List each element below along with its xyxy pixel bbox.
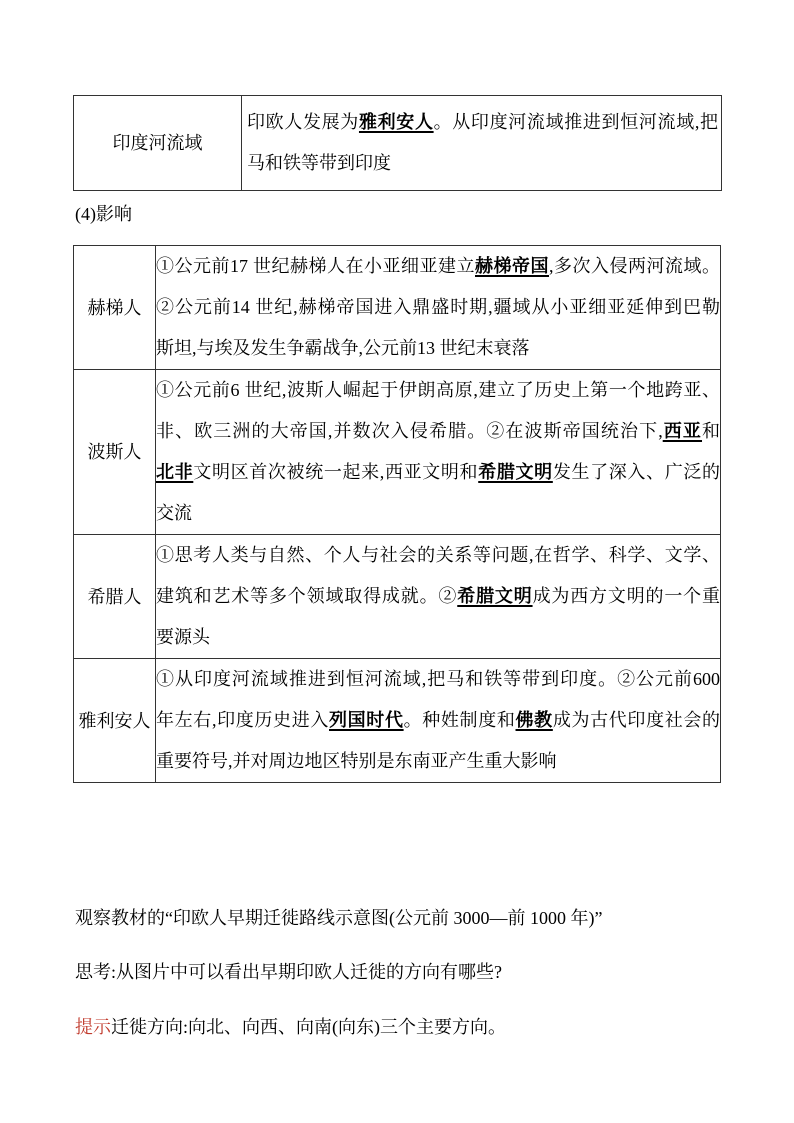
text-segment: ②公元前14 世纪,赫梯帝国进入鼎盛时期,疆域从小亚细亚延伸到巴勒	[156, 297, 720, 317]
text-segment: ①公元前6 世纪,波斯人崛起于伊朗高原,建立了历史上第一个地跨亚、	[156, 380, 720, 400]
content-line	[156, 535, 720, 576]
key-term: 赫梯帝国	[475, 256, 549, 276]
table-row	[74, 96, 722, 191]
text-segment: 交流	[156, 503, 192, 523]
key-term: 北非	[156, 462, 194, 482]
hint-text: 迁徙方向:向北、向西、向南(向东)三个主要方向。	[111, 1017, 506, 1037]
key-term: 雅利安人	[358, 112, 434, 132]
observe-paragraph: 观察教材的“印欧人早期迁徙路线示意图(公元前 3000—前 1000 年)”	[75, 908, 603, 928]
content-line	[156, 493, 720, 534]
text-segment: 要源头	[156, 627, 210, 647]
key-term: 希腊文明	[478, 462, 553, 482]
content-line	[156, 370, 720, 411]
text-segment: 建筑和艺术等多个领域取得成就。②	[156, 586, 458, 606]
content-line	[156, 659, 720, 700]
text-segment: ①从印度河流域推进到恒河流域,把马和铁等带到印度。②公元前600	[156, 669, 720, 689]
content-line	[156, 452, 720, 493]
text-segment: 发生了深入、广泛的	[552, 462, 721, 482]
key-term: 希腊文明	[457, 586, 533, 606]
content-line	[156, 287, 720, 328]
row-label: 波斯人	[74, 370, 156, 535]
question-paragraph: 思考:从图片中可以看出早期印欧人迁徙的方向有哪些?	[75, 962, 502, 982]
content-line	[156, 617, 720, 658]
key-term: 西亚	[662, 421, 703, 441]
row-content	[156, 246, 721, 370]
text-segment: 成为古代印度社会的	[552, 710, 721, 730]
text-segment: 马和铁等带到印度	[247, 153, 391, 173]
text-segment: 斯坦,与埃及发生争霸战争,公元前13 世纪末衰落	[156, 338, 530, 358]
table-row	[74, 246, 721, 370]
text-segment: 成为西方文明的一个重	[532, 586, 721, 606]
content-line	[156, 328, 720, 369]
hint-paragraph	[75, 1014, 506, 1040]
content-line	[156, 700, 720, 741]
content-line	[156, 411, 720, 452]
content-line	[247, 102, 718, 143]
text-segment: 。从印度河流域推进到恒河流域,把	[433, 112, 719, 132]
hint-label: 提示	[75, 1017, 111, 1037]
table-row	[74, 535, 721, 659]
section-heading: (4)影响	[75, 204, 132, 224]
text-segment: 年左右,印度历史进入	[156, 710, 329, 730]
row-content	[156, 535, 721, 659]
text-segment: ①思考人类与自然、个人与社会的关系等问题,在哲学、科学、文学、	[156, 545, 720, 565]
key-term: 佛教	[515, 710, 553, 730]
row-label: 印度河流域	[74, 96, 242, 191]
table-row	[74, 659, 721, 783]
table-row	[74, 370, 721, 535]
content-line	[156, 576, 720, 617]
text-segment: 印欧人发展为	[247, 112, 359, 132]
row-label: 希腊人	[74, 535, 156, 659]
text-segment: 非、欧三洲的大帝国,并数次入侵希腊。②在波斯帝国统治下,	[156, 421, 663, 441]
content-line	[247, 143, 718, 184]
indus-region-table	[73, 95, 722, 191]
row-content	[156, 659, 721, 783]
row-content	[156, 370, 721, 535]
key-term: 列国时代	[329, 710, 404, 730]
text-segment: 。种姓制度和	[403, 710, 516, 730]
row-label: 雅利安人	[74, 659, 156, 783]
text-segment: 重要符号,并对周边地区特别是东南亚产生重大影响	[156, 751, 557, 771]
content-line	[156, 741, 720, 782]
row-content	[242, 96, 722, 191]
impact-table	[73, 245, 721, 783]
text-segment: ①公元前17 世纪赫梯人在小亚细亚建立	[156, 256, 475, 276]
text-segment: 文明区首次被统一起来,西亚文明和	[193, 462, 479, 482]
text-segment: 和	[702, 421, 721, 441]
row-label: 赫梯人	[74, 246, 156, 370]
content-line	[156, 246, 720, 287]
text-segment: ,多次入侵两河流域。	[549, 256, 720, 276]
